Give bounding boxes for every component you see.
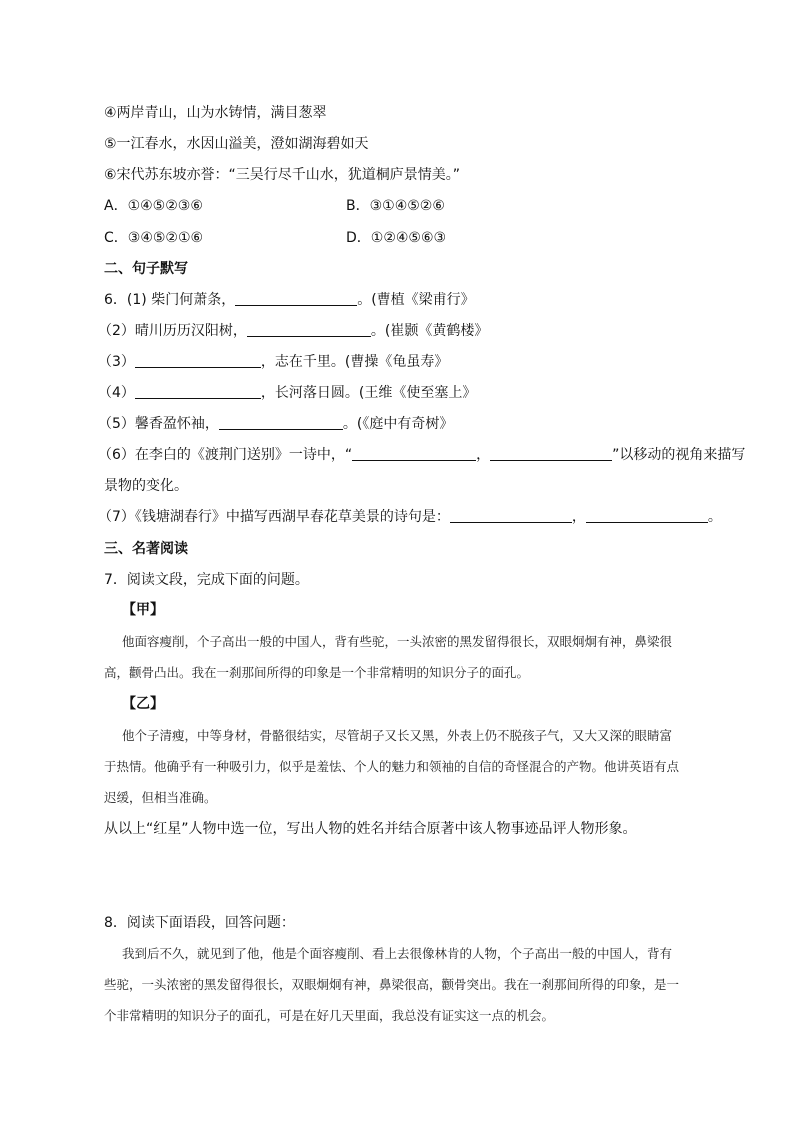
passage-yi-line: 迟缓，但相当准确。 (104, 790, 217, 805)
q6-5-prefix: （5）馨香盈怀袖， (98, 416, 219, 432)
q8-passage-line: 我到后不久，就见到了他，他是个面容瘦削、看上去很像林肯的人物，个子高出一般的中国人，背有 (122, 946, 673, 961)
answer-blank (135, 384, 261, 399)
q6-6-suffix: ”以移动的视角来描写 (612, 447, 746, 463)
q6-3-prefix: （3） (98, 354, 135, 370)
q7-task: 从以上“红星”人物中选一位，写出人物的姓名并结合原著中该人物事迹品评人物形象。 (104, 821, 637, 837)
q6-2-source: 。(崔颢《黄鹤楼》 (370, 323, 489, 339)
q6-5 (98, 415, 453, 433)
q6-7-prefix: （7）《钱塘湖春行》中描写西湖早春花草美景的诗句是： (98, 509, 450, 525)
q6-3-source: ，志在千里。(曹操《龟虽寿》 (260, 354, 449, 370)
q5-item-5: ⑤一江春水，水因山溢美，澄如湖海碧如天 (104, 136, 369, 152)
passage-jia-line: 他面容瘦削，个子高出一般的中国人，背有些驼，一头浓密的黑发留得很长，双眼炯炯有神，鼻梁很 (122, 634, 673, 649)
q8-stem: 8．阅读下面语段，回答问题： (104, 915, 295, 931)
q6-7 (98, 508, 722, 526)
q5-item-6: ⑥宋代苏东坡亦誉：“三吴行尽千山水，犹道桐庐景情美。” (104, 167, 461, 183)
passage-yi-line: 于热情。他确乎有一种吸引力，似乎是羞怯、个人的魅力和领袖的自信的奇怪混合的产物。他讲英语有点 (104, 759, 680, 774)
q6-6-continuation: 景物的变化。 (104, 478, 188, 494)
passage-jia-label: 【甲】 (122, 602, 164, 618)
answer-blank (219, 415, 343, 430)
answer-blank (235, 291, 357, 306)
section-heading-dictation: 二、句子默写 (104, 261, 188, 277)
passage-yi-line: 他个子清瘦，中等身材，骨骼很结实，尽管胡子又长又黑，外表上仍不脱孩子气，又大又深的眼睛富 (122, 728, 673, 743)
q6-4-source: ，长河落日圆。(王维《使至塞上》 (260, 385, 477, 401)
q6-6-separator: ， (476, 447, 491, 463)
q6-4 (98, 384, 476, 402)
passage-jia-line: 高，颧骨凸出。我在一刹那间所得的印象是一个非常精明的知识分子的面孔。 (104, 665, 530, 680)
q6-1-prefix: 6．(1) 柴门何萧条， (104, 292, 236, 308)
answer-blank (490, 446, 612, 461)
q6-2-prefix: （2）晴川历历汉阳树， (98, 323, 247, 339)
q6-2 (98, 322, 488, 340)
q5-choice-c: C．③④⑤②①⑥ (104, 230, 204, 246)
q6-3 (98, 353, 448, 371)
answer-blank (247, 322, 371, 337)
q6-4-prefix: （4） (98, 385, 135, 401)
q7-stem: 7．阅读文段，完成下面的问题。 (104, 572, 309, 588)
passage-yi-label: 【乙】 (122, 696, 164, 712)
q6-6 (98, 446, 745, 464)
q6-7-suffix: 。 (707, 509, 722, 525)
answer-blank (352, 446, 476, 461)
q5-choice-b: B．③①④⑤②⑥ (346, 198, 445, 214)
section-heading-classics: 三、名著阅读 (104, 541, 188, 557)
q8-passage-line: 个非常精明的知识分子的面孔，可是在好几天里面，我总没有证实这一点的机会。 (104, 1008, 555, 1023)
q5-item-4: ④两岸青山，山为水铸情，满目葱翠 (104, 105, 327, 121)
q6-6-prefix: （6）在李白的《渡荆门送别》一诗中，“ (98, 447, 353, 463)
q6-1 (104, 291, 475, 309)
q6-7-separator: ， (571, 509, 586, 525)
answer-blank (586, 508, 708, 523)
q6-5-source: 。(《庭中有奇树》 (342, 416, 454, 432)
q5-choice-d: D．①②④⑤⑥③ (346, 230, 447, 246)
q5-choice-a: A．①④⑤②③⑥ (104, 198, 203, 214)
answer-blank (135, 353, 261, 368)
q6-1-source: 。(曹植《梁甫行》 (357, 292, 475, 308)
q8-passage-line: 些驼，一头浓密的黑发留得很长，双眼炯炯有神，鼻梁很高，颧骨突出。我在一刹那间所得的印象，是一 (104, 977, 680, 992)
answer-blank (450, 508, 572, 523)
